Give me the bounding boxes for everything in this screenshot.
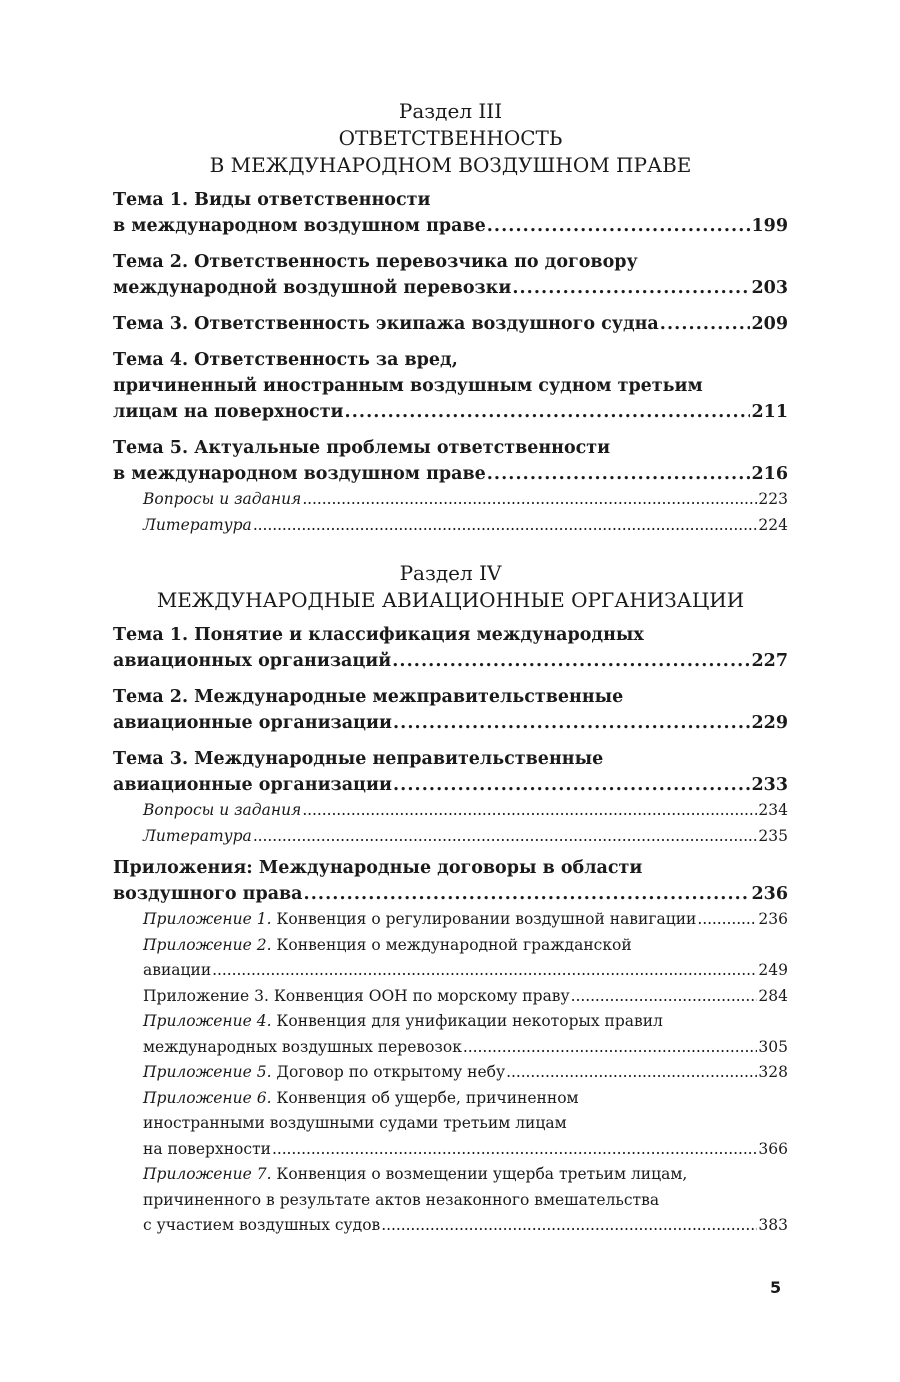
- leader-dots: [660, 311, 751, 337]
- toc-page-number: 235: [758, 826, 788, 845]
- toc-entry[interactable]: [113, 249, 788, 301]
- appendix-label: Приложение 7.: [143, 1165, 272, 1183]
- toc-page-number: 203: [751, 278, 788, 298]
- appendix-title-line: иностранными воздушными судами третьим лицам: [143, 1114, 567, 1132]
- leader-dots: [345, 399, 751, 425]
- leader-dots: [393, 772, 751, 798]
- appendix-entry[interactable]: [113, 1009, 788, 1060]
- toc-questions[interactable]: [113, 487, 788, 513]
- section-4-entries: [113, 622, 788, 1239]
- toc-entry-line: Тема 2. Международные межправительственные: [113, 687, 624, 707]
- appendix-label: Приложение 6.: [143, 1088, 272, 1107]
- leader-dots: [392, 648, 750, 674]
- toc-entry-line: Тема 1. Виды ответственности: [113, 190, 431, 210]
- toc-page-number: 284: [758, 986, 788, 1005]
- toc-entry[interactable]: [113, 435, 788, 487]
- leader-dots: [487, 213, 751, 239]
- toc-entry-line: причиненный иностранным воздушным судном третьим: [113, 376, 703, 396]
- leader-dots: [393, 710, 751, 736]
- toc-page-number: 236: [758, 910, 788, 928]
- toc-entry-line: Тема 5. Актуальные проблемы ответственности: [113, 438, 611, 458]
- appendix-label: Приложение 1.: [143, 910, 272, 928]
- toc-page-number: 249: [758, 961, 788, 979]
- toc-entry-line: Тема 2. Ответственность перевозчика по договору: [113, 252, 638, 272]
- appendix-title: Конвенция о регулировании воздушной навигации: [271, 910, 697, 928]
- toc-entry-last-line: авиационные организации: [113, 775, 392, 795]
- leader-dots: [253, 513, 758, 539]
- section-4-heading: [113, 560, 788, 614]
- toc-page-number: 234: [758, 801, 788, 819]
- toc-questions-label: Вопросы и задания: [143, 801, 302, 819]
- section-3-heading: [113, 98, 788, 179]
- leader-dots: [697, 907, 757, 933]
- appendix-title-last: на поверхности: [143, 1139, 271, 1158]
- toc-page-number: 233: [751, 775, 788, 795]
- toc-page-number: 211: [751, 402, 788, 422]
- toc-entry-last-line: авиационных организаций: [113, 651, 392, 671]
- toc-page-number: 199: [751, 216, 788, 236]
- toc-page-number: 227: [751, 651, 788, 671]
- section-3-subtitle-1: ОТВЕТСТВЕННОСТЬ: [338, 126, 563, 150]
- appendix-entry[interactable]: [113, 1060, 788, 1086]
- toc-page-number: 229: [751, 713, 788, 733]
- toc-entry-last-line: в международном воздушном праве: [113, 216, 486, 236]
- toc-entry-line: Приложения: Международные договоры в области: [113, 858, 643, 878]
- toc-page-number: 328: [758, 1063, 788, 1081]
- appendix-label: Приложение 2.: [143, 935, 272, 954]
- toc-entry[interactable]: [113, 311, 788, 337]
- section-3-subtitle-2: В МЕЖДУНАРОДНОМ ВОЗДУШНОМ ПРАВЕ: [209, 153, 692, 177]
- toc-entry[interactable]: [113, 684, 788, 736]
- toc-entry[interactable]: [113, 347, 788, 425]
- toc-literature-label: Литература: [143, 515, 252, 534]
- toc-entry-last-line: лицам на поверхности: [113, 402, 344, 422]
- toc-page-number: 236: [751, 884, 788, 904]
- appendix-title: Конвенция о возмещении ущерба третьим лицам,: [271, 1165, 688, 1183]
- toc-literature[interactable]: [113, 513, 788, 539]
- toc-entry-last-line: воздушного права: [113, 884, 303, 904]
- toc-page-number: 216: [751, 464, 788, 484]
- section-4-subtitle: МЕЖДУНАРОДНЫЕ АВИАЦИОННЫЕ ОРГАНИЗАЦИИ: [156, 588, 745, 612]
- page-number: 5: [770, 1278, 782, 1297]
- leader-dots: [272, 1137, 757, 1163]
- toc-page: [113, 98, 788, 1239]
- appendix-title: Договор по открытому небу: [271, 1063, 506, 1081]
- toc-entry-last-line: авиационные организации: [113, 713, 392, 733]
- toc-entry-line: Тема 1. Понятие и классификация международных: [113, 625, 644, 645]
- toc-entry-line: Тема 3. Международные неправительственные: [113, 749, 604, 769]
- leader-dots: [487, 461, 751, 487]
- appendix-title-last: с участием воздушных судов: [143, 1216, 381, 1234]
- toc-page-number: 223: [758, 490, 788, 508]
- appendix-entry[interactable]: [113, 1162, 788, 1239]
- section-3-title: Раздел III: [398, 99, 503, 123]
- appendix-label: Приложение 4.: [143, 1012, 272, 1030]
- toc-entry[interactable]: [113, 622, 788, 674]
- toc-entry[interactable]: [113, 187, 788, 239]
- appendix-title-last: международных воздушных перевозок: [143, 1037, 462, 1056]
- toc-page-number: 224: [758, 515, 788, 534]
- appendix-entry[interactable]: [113, 907, 788, 933]
- toc-appendices-heading[interactable]: [113, 855, 788, 907]
- toc-questions-label: Вопросы и задания: [143, 490, 302, 508]
- leader-dots: [302, 487, 757, 513]
- section-3-entries: [113, 187, 788, 538]
- appendix-entry[interactable]: [113, 1086, 788, 1163]
- toc-page-number: 209: [751, 314, 788, 334]
- leader-dots: [304, 881, 751, 907]
- toc-page-number: 366: [758, 1139, 788, 1158]
- appendix-title: Приложение 3. Конвенция ООН по морскому праву: [143, 986, 570, 1005]
- leader-dots: [302, 798, 757, 824]
- appendix-entry[interactable]: [113, 933, 788, 984]
- toc-questions[interactable]: [113, 798, 788, 824]
- leader-dots: [381, 1213, 757, 1239]
- appendix-entry[interactable]: [113, 984, 788, 1010]
- leader-dots: [253, 824, 758, 850]
- section-4-title: Раздел IV: [399, 561, 502, 585]
- toc-entry-line: Тема 4. Ответственность за вред,: [113, 350, 458, 370]
- toc-page-number: 305: [758, 1037, 788, 1056]
- leader-dots: [463, 1035, 757, 1061]
- appendix-title: Конвенция для унификации некоторых правил: [271, 1012, 663, 1030]
- toc-literature[interactable]: [113, 824, 788, 850]
- toc-entry-last-line: Тема 3. Ответственность экипажа воздушного судна: [113, 314, 659, 334]
- leader-dots: [571, 984, 758, 1010]
- leader-dots: [506, 1060, 757, 1086]
- appendix-title: Конвенция об ущербе, причиненном: [271, 1088, 579, 1107]
- toc-page-number: 383: [758, 1216, 788, 1234]
- toc-entry-last-line: международной воздушной перевозки: [113, 278, 512, 298]
- appendix-label: Приложение 5.: [143, 1063, 272, 1081]
- toc-entry[interactable]: [113, 746, 788, 798]
- appendix-title: Конвенция о международной гражданской: [271, 935, 632, 954]
- leader-dots: [512, 275, 750, 301]
- appendix-title-line: причиненного в результате актов незаконного вмешательства: [143, 1190, 660, 1209]
- leader-dots: [212, 958, 757, 984]
- toc-literature-label: Литература: [143, 826, 252, 845]
- toc-entry-last-line: в международном воздушном праве: [113, 464, 486, 484]
- appendix-title-last: авиации: [143, 961, 212, 979]
